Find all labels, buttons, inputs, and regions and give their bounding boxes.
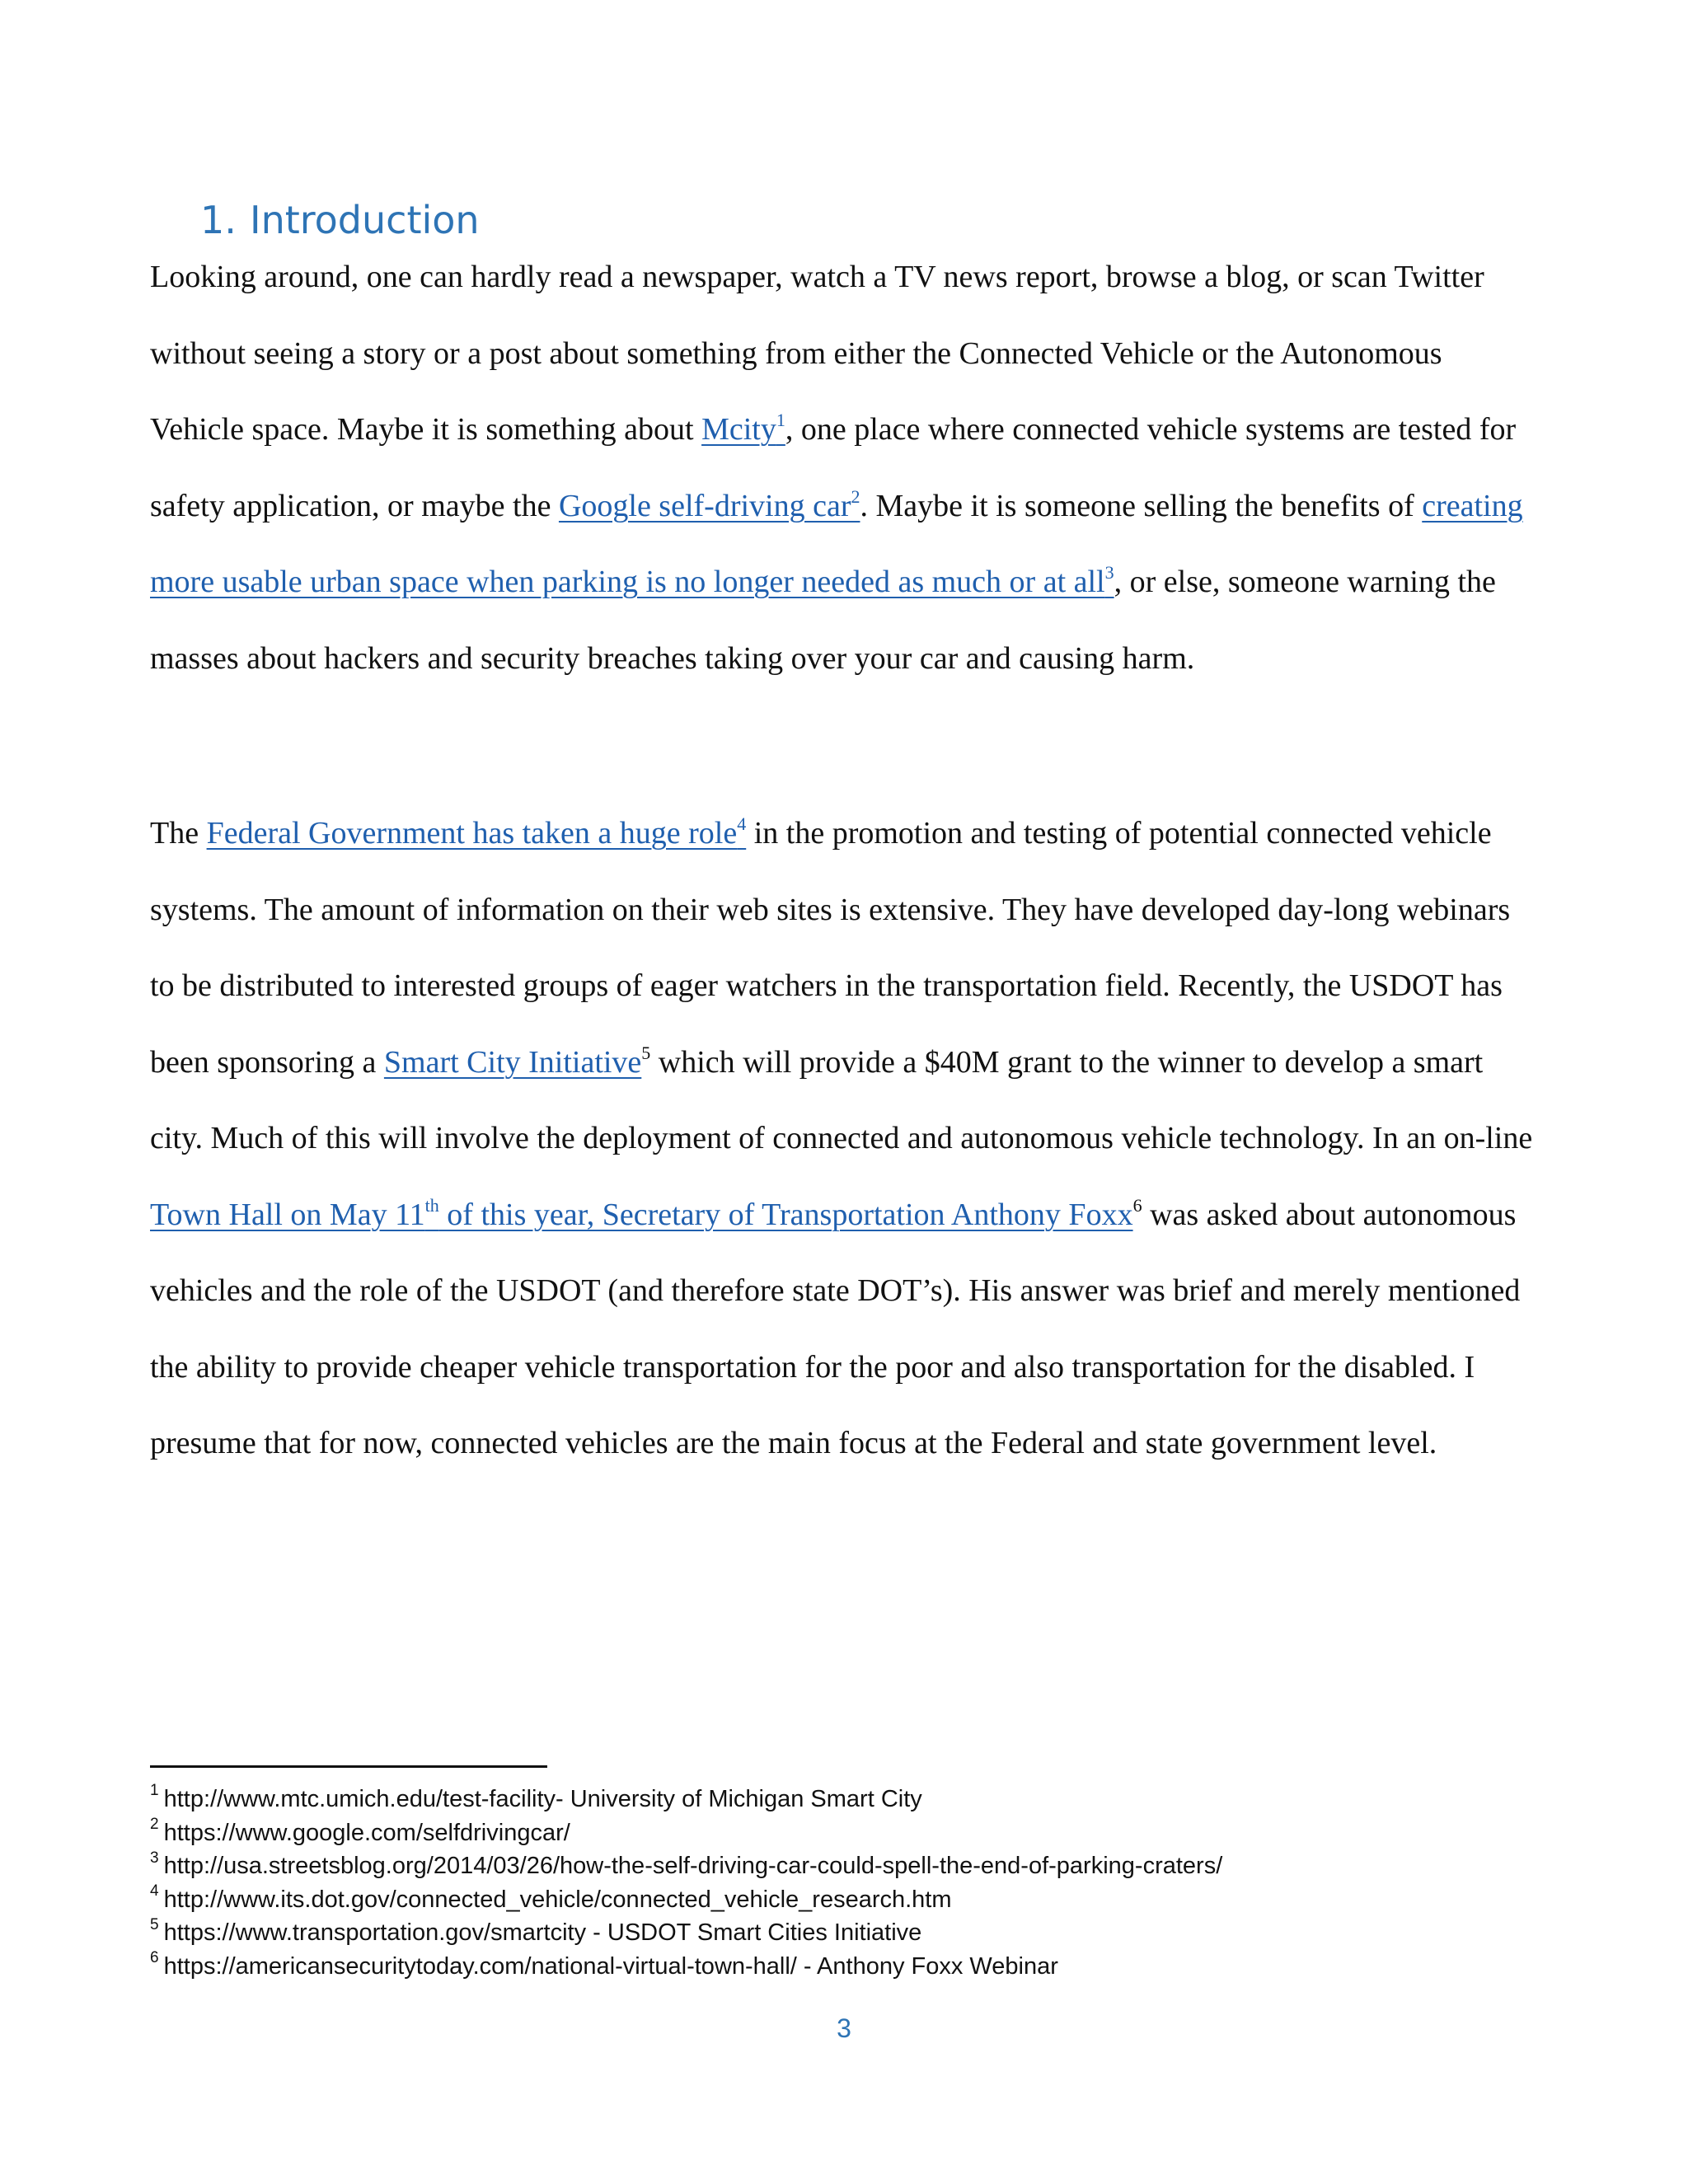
paragraph-text: . Maybe it is someone selling the benefits of <box>860 488 1423 523</box>
link-town-hall[interactable]: Town Hall on May 11th of this year, Secretary of Transportation Anthony Foxx <box>150 1194 1133 1232</box>
footnote-ref: 3 <box>1104 562 1114 583</box>
footnote-ref: 4 <box>737 813 747 835</box>
paragraph-text: , one place where connected vehicle systems are tested for safety application, or maybe the <box>150 412 1517 523</box>
link-google-self-driving-car[interactable]: Google self-driving car$^2$ <box>558 485 860 523</box>
footnote-text: http://www.mtc.umich.edu/test-facility- University of Michigan Smart City <box>163 1786 922 1812</box>
footnote-item <box>150 1783 1551 1816</box>
footnote-item <box>150 1849 1551 1883</box>
footnote-text: https://americansecuritytoday.com/national-virtual-town-hall/ - Anthony Foxx Webinar <box>163 1952 1058 1980</box>
footnote-text: http://usa.streetsblog.org/2014/03/26/how-the-self-driving-car-could-spell-the-end-of-parking-craters/ <box>163 1853 1223 1880</box>
link-federal-government[interactable]: Federal Government has taken a huge role$^4$ <box>206 813 747 851</box>
footnote-number: 3 <box>150 1849 159 1867</box>
paragraph-text: which will provide a $40M grant to the winner to develop a smart city. Much of this will involve the deployment of connected and autonomous vehicle technology. In an on-line <box>150 1044 1533 1155</box>
footnote-ref: 1 <box>776 410 785 431</box>
footnote-ref: 2 <box>851 485 860 507</box>
footnote-number: 6 <box>150 1949 159 1967</box>
footnote-number: 1 <box>150 1782 159 1800</box>
footnote-number: 5 <box>150 1915 159 1933</box>
footnote-item <box>150 1883 1551 1917</box>
page-number: 3 <box>837 2013 851 2043</box>
section-heading <box>200 198 480 243</box>
footnote-ref: 5 <box>641 1042 651 1063</box>
footnote-number: 2 <box>150 1815 159 1833</box>
paragraph-federal <box>150 795 1535 1482</box>
footnote-text: https://www.transportation.gov/smartcity - USDOT Smart Cities Initiative <box>163 1919 922 1947</box>
footnotes <box>150 1783 1551 1984</box>
footnote-item <box>150 1916 1551 1950</box>
paragraph-text: was asked about autonomous vehicles and the role of the USDOT (and therefore state DOT’s). His answer was brief and merely mentioned the ability to provide cheaper vehicle transportation for the poor and also transportation for the disabled. I presume that for now, connected vehicles are the main focus at the Federal and state government level. <box>150 1197 1521 1460</box>
footnote-item <box>150 1816 1551 1850</box>
footnote-separator <box>150 1765 547 1768</box>
paragraph-text: The <box>150 816 207 851</box>
footnote-number: 4 <box>150 1882 159 1900</box>
link-smart-city-initiative[interactable]: Smart City Initiative <box>383 1044 642 1080</box>
link-mcity[interactable]: Mcity$^1$ <box>701 410 785 447</box>
paragraph-text: in the promotion and testing of potential connected vehicle systems. The amount of information on their web sites is extensive. They have developed day-long webinars to be distributed to interested groups of eager watchers in the transportation field. Recently, the USDOT has been sponsoring a <box>150 816 1511 1080</box>
footnote-text: http://www.its.dot.gov/connected_vehicle/connected_vehicle_research.htm <box>163 1886 952 1913</box>
footnote-ref: 6 <box>1132 1194 1142 1216</box>
paragraph-text: Looking around, one can hardly read a newspaper, watch a TV news report, browse a blog, or scan Twitter without seeing a story or a post about something from either the Connected Vehicle or the Autonomous Vehicle space. Maybe it is something about <box>150 260 1484 447</box>
paragraph-text: , or else, someone warning the masses about hackers and security breaches taking over your car and causing harm. <box>150 565 1496 676</box>
section-title: Introduction <box>250 198 480 242</box>
section-number: 1. <box>200 198 237 242</box>
footnote-text: https://www.google.com/selfdrivingcar/ <box>163 1819 570 1846</box>
footnote-item <box>150 1950 1551 1984</box>
paragraph-intro <box>150 239 1535 696</box>
link-urban-space[interactable]: creating more usable urban space when parking is no longer needed as much or at all$^3$ <box>150 488 1523 599</box>
